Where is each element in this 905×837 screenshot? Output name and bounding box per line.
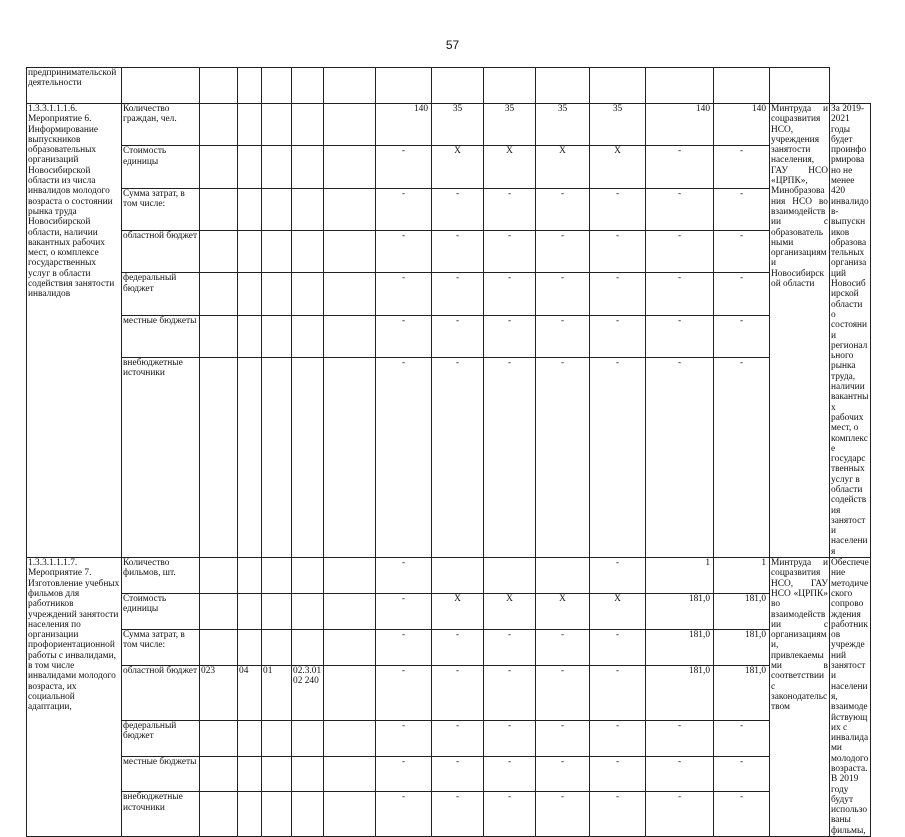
expected-result: Обеспечение методического сопровождения работников учреждений занятости населения, взаимодействующих с инвалидами молодого возраста. В 2019 году будут использованы фильмы, [831, 558, 869, 836]
value-cell: - [484, 273, 536, 315]
value-cell: 181,0 [646, 629, 714, 665]
indicator-label: Сумма затрат, в том числе: [122, 629, 200, 665]
code-grbs [200, 358, 238, 558]
code-pr [262, 792, 292, 837]
table-row [27, 594, 871, 630]
top-row-name: предпринимательской деятельности [27, 68, 122, 104]
value-cell: - [590, 665, 646, 720]
code-grbs [200, 231, 238, 273]
value-cell: 140 [646, 104, 714, 146]
code-csr [292, 358, 324, 558]
code-grbs [200, 594, 238, 630]
value-cell: - [484, 756, 536, 792]
value-cell: - [590, 315, 646, 357]
value-cell: - [376, 594, 432, 630]
code-grbs [200, 629, 238, 665]
value-cell: X [484, 146, 536, 188]
value-cell: 140 [714, 104, 770, 146]
code-pr [262, 558, 292, 594]
value-cell: - [590, 358, 646, 558]
code-rz [238, 558, 262, 594]
code-grbs [200, 188, 238, 230]
value-cell: - [432, 629, 484, 665]
indicator-label: Количество фильмов, шт. [122, 558, 200, 594]
code-grbs [200, 273, 238, 315]
value-cell: - [536, 665, 590, 720]
value-cell: - [432, 231, 484, 273]
code-csr [292, 315, 324, 357]
value-cell: - [714, 273, 770, 315]
value-cell: - [376, 720, 432, 756]
code-rz [238, 231, 262, 273]
value-cell: X [432, 146, 484, 188]
value-cell: - [590, 756, 646, 792]
executor: Минтруда и соцразвития НСО, ГАУ НСО «ЦРПК» во взаимодействии с организациями, привлекаемыми в соответствии с законодательством [770, 558, 830, 837]
code-vr [324, 358, 376, 558]
value-cell: X [536, 146, 590, 188]
value-cell: 35 [432, 104, 484, 146]
value-cell: - [484, 188, 536, 230]
code-vr [324, 104, 376, 146]
value-cell: - [590, 720, 646, 756]
code-rz [238, 104, 262, 146]
code-rz [238, 273, 262, 315]
code-rz [238, 146, 262, 188]
code-pr [262, 756, 292, 792]
code-vr [324, 756, 376, 792]
value-cell: - [432, 188, 484, 230]
value-cell: - [714, 358, 770, 558]
code-pr: 01 [262, 665, 292, 720]
code-rz [238, 315, 262, 357]
value-cell: - [590, 558, 646, 594]
code-pr [262, 358, 292, 558]
code-vr [324, 315, 376, 357]
indicator-label: Количество граждан, чел. [122, 104, 200, 146]
value-cell [484, 558, 536, 594]
value-cell: 1 [646, 558, 714, 594]
value-cell: 1 [714, 558, 770, 594]
code-csr [292, 558, 324, 594]
value-cell: - [432, 315, 484, 357]
code-pr [262, 720, 292, 756]
value-cell: - [376, 665, 432, 720]
value-cell: 181,0 [714, 594, 770, 630]
code-rz [238, 720, 262, 756]
expected-result: За 2019-2021 годы будет проинформировано не менее 420 инвалидов-выпускников образовательных организаций Новосибирской области о состоянии регионального рынка труда, наличии вакантных рабочих мест, о комплексе государственных услуг в области содействия занятости населения [831, 104, 869, 557]
value-cell: X [536, 594, 590, 630]
code-csr [292, 629, 324, 665]
value-cell: - [536, 188, 590, 230]
code-csr [292, 188, 324, 230]
value-cell: - [646, 792, 714, 837]
value-cell: - [590, 273, 646, 315]
code-pr [262, 146, 292, 188]
table-row [27, 629, 871, 665]
table-row [27, 315, 871, 357]
value-cell: - [432, 756, 484, 792]
value-cell: - [484, 665, 536, 720]
value-cell: - [536, 358, 590, 558]
code-pr [262, 629, 292, 665]
value-cell: 140 [376, 104, 432, 146]
value-cell: - [484, 358, 536, 558]
measure-name: 1.3.3.1.1.1.7. Мероприятие 7. Изготовление учебных фильмов для работников учреждений занятости населения по организации профориентационной работы с инвалидами, в том числе инвалидами молодого возраста, их социальной адаптации, [27, 558, 122, 837]
code-csr: 02.3.0102 240 [292, 665, 324, 720]
value-cell: - [714, 720, 770, 756]
code-grbs [200, 146, 238, 188]
value-cell: - [484, 629, 536, 665]
code-csr [292, 146, 324, 188]
value-cell: - [536, 273, 590, 315]
value-cell: - [536, 231, 590, 273]
value-cell: - [646, 188, 714, 230]
code-grbs [200, 720, 238, 756]
table-row [27, 104, 871, 146]
value-cell: - [376, 188, 432, 230]
table-row-top [27, 68, 871, 104]
value-cell: 35 [484, 104, 536, 146]
value-cell: 35 [590, 104, 646, 146]
value-cell: 181,0 [646, 594, 714, 630]
indicator-label: Сумма затрат, в том числе: [122, 188, 200, 230]
code-pr [262, 594, 292, 630]
executor: Минтруда и соцразвития НСО, учреждения занятости населения, ГАУ НСО «ЦРПК», Минобразования НСО во взаимодействии с образовательными организациями Новосибирской области [770, 104, 830, 558]
value-cell: - [714, 792, 770, 837]
indicator-label: внебюджетные источники [122, 358, 200, 558]
indicator-label: областной бюджет [122, 231, 200, 273]
indicator-label: областной бюджет [122, 665, 200, 720]
value-cell: - [590, 792, 646, 837]
code-grbs [200, 558, 238, 594]
code-csr [292, 756, 324, 792]
code-csr [292, 273, 324, 315]
code-grbs [200, 315, 238, 357]
code-grbs [200, 792, 238, 837]
table-row [27, 792, 871, 837]
page-number: 57 [445, 38, 460, 52]
code-vr [324, 231, 376, 273]
value-cell: - [646, 146, 714, 188]
value-cell: X [590, 594, 646, 630]
value-cell: - [646, 231, 714, 273]
code-vr [324, 720, 376, 756]
indicator-label: местные бюджеты [122, 315, 200, 357]
code-pr [262, 104, 292, 146]
code-csr [292, 594, 324, 630]
table-row [27, 720, 871, 756]
code-vr [324, 558, 376, 594]
table-row [27, 231, 871, 273]
table-row [27, 665, 871, 720]
code-grbs: 023 [200, 665, 238, 720]
value-cell: - [714, 231, 770, 273]
value-cell: - [432, 665, 484, 720]
indicator-label: внебюджетные источники [122, 792, 200, 837]
table-body [27, 68, 871, 837]
value-cell: - [646, 273, 714, 315]
value-cell: - [536, 629, 590, 665]
value-cell: X [590, 146, 646, 188]
code-grbs [200, 756, 238, 792]
value-cell: - [536, 792, 590, 837]
table-row [27, 273, 871, 315]
value-cell: - [432, 720, 484, 756]
value-cell: - [646, 756, 714, 792]
value-cell: - [714, 756, 770, 792]
indicator-label: местные бюджеты [122, 756, 200, 792]
value-cell: - [376, 315, 432, 357]
code-vr [324, 188, 376, 230]
code-pr [262, 188, 292, 230]
code-pr [262, 315, 292, 357]
value-cell: - [376, 231, 432, 273]
code-rz [238, 629, 262, 665]
table-row [27, 188, 871, 230]
value-cell: - [432, 358, 484, 558]
code-csr [292, 720, 324, 756]
indicator-label: федеральный бюджет [122, 720, 200, 756]
value-cell: - [646, 720, 714, 756]
table-row [27, 558, 871, 594]
value-cell: - [590, 231, 646, 273]
value-cell: X [484, 594, 536, 630]
code-csr [292, 231, 324, 273]
indicator-label: федеральный бюджет [122, 273, 200, 315]
code-vr [324, 146, 376, 188]
code-vr [324, 665, 376, 720]
table-row [27, 358, 871, 558]
value-cell: - [432, 273, 484, 315]
value-cell: - [484, 792, 536, 837]
code-rz [238, 756, 262, 792]
value-cell: - [714, 146, 770, 188]
indicator-label: Стоимость единицы [122, 146, 200, 188]
value-cell: - [536, 720, 590, 756]
measure-name: 1.3.3.1.1.1.6. Мероприятие 6. Информирование выпускников образовательных организаций Новосибирской области из числа инвалидов молодого возраста о состоянии рынка труда Новосибирской области, наличии вакантных рабочих мест, о комплексе государственных услуг в области содействия занятости инвалидов [27, 104, 122, 558]
value-cell [432, 558, 484, 594]
code-pr [262, 273, 292, 315]
value-cell: - [376, 792, 432, 837]
value-cell: - [590, 629, 646, 665]
value-cell: - [376, 756, 432, 792]
value-cell: - [376, 273, 432, 315]
code-vr [324, 629, 376, 665]
code-rz [238, 188, 262, 230]
value-cell: - [376, 629, 432, 665]
value-cell: - [536, 315, 590, 357]
value-cell: - [376, 146, 432, 188]
value-cell: 181,0 [646, 665, 714, 720]
value-cell: 35 [536, 104, 590, 146]
value-cell: - [646, 358, 714, 558]
value-cell: 181,0 [714, 629, 770, 665]
measures-table [26, 67, 871, 837]
code-vr [324, 273, 376, 315]
code-rz [238, 792, 262, 837]
value-cell [536, 558, 590, 594]
value-cell: - [536, 756, 590, 792]
indicator-label: Стоимость единицы [122, 594, 200, 630]
code-rz [238, 358, 262, 558]
code-rz [238, 594, 262, 630]
code-csr [292, 792, 324, 837]
code-pr [262, 231, 292, 273]
table-row [27, 756, 871, 792]
code-rz: 04 [238, 665, 262, 720]
table-row [27, 146, 871, 188]
code-csr [292, 104, 324, 146]
code-vr [324, 594, 376, 630]
value-cell: - [484, 231, 536, 273]
code-vr [324, 792, 376, 837]
value-cell: - [376, 358, 432, 558]
value-cell: X [432, 594, 484, 630]
value-cell: - [484, 720, 536, 756]
value-cell: 181,0 [714, 665, 770, 720]
value-cell: - [714, 188, 770, 230]
value-cell: - [484, 315, 536, 357]
value-cell: - [590, 188, 646, 230]
value-cell: - [432, 792, 484, 837]
value-cell: - [376, 558, 432, 594]
value-cell: - [714, 315, 770, 357]
value-cell: - [646, 315, 714, 357]
code-grbs [200, 104, 238, 146]
